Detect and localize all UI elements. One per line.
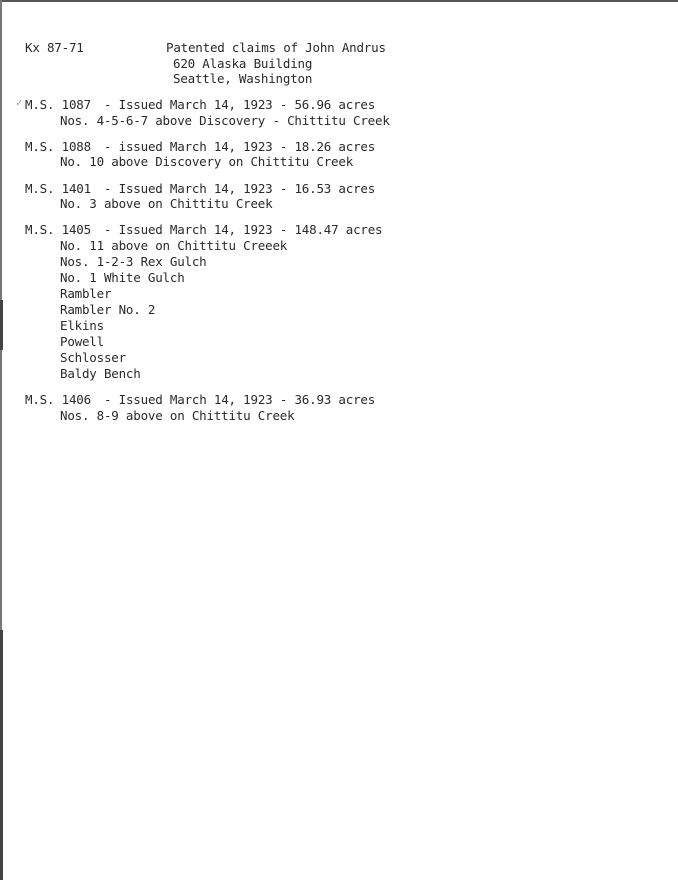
document-title: Patented claims of John Andrus	[166, 40, 386, 55]
claim-detail: Baldy Bench	[60, 366, 141, 381]
claim-detail: No. 3 above on Chittitu Creek	[60, 196, 273, 211]
claim-detail: Elkins	[60, 318, 104, 333]
issue-line: - Issued March 14, 1923 - 148.47 acres	[104, 222, 383, 237]
survey-number: M.S. 1088	[25, 139, 91, 154]
scan-edge-mark	[0, 300, 3, 350]
address-line-2: Seattle, Washington	[173, 71, 313, 86]
claim-detail: Rambler	[60, 286, 112, 301]
claim-detail: Nos. 4-5-6-7 above Discovery - Chittitu Creek	[60, 113, 390, 128]
file-reference: Kx 87-71	[25, 40, 84, 55]
claim-detail: No. 11 above on Chittitu Creeek	[60, 238, 288, 253]
claim-detail: Schlosser	[60, 350, 126, 365]
issue-line: - issued March 14, 1923 - 18.26 acres	[104, 139, 376, 154]
claim-detail: Nos. 1-2-3 Rex Gulch	[60, 254, 207, 269]
claim-detail: Nos. 8-9 above on Chittitu Creek	[60, 408, 295, 423]
check-mark: ✓	[16, 96, 23, 109]
address-line-1: 620 Alaska Building	[173, 56, 313, 71]
claim-detail: No. 1 White Gulch	[60, 270, 185, 285]
scan-edge-top	[0, 0, 678, 2]
issue-line: - Issued March 14, 1923 - 56.96 acres	[104, 97, 376, 112]
survey-number: M.S. 1405	[25, 222, 91, 237]
claim-detail: No. 10 above Discovery on Chittitu Creek	[60, 154, 354, 169]
claim-detail: Rambler No. 2	[60, 302, 156, 317]
issue-line: - Issued March 14, 1923 - 16.53 acres	[104, 181, 376, 196]
scan-edge-mark	[0, 630, 3, 880]
survey-number: M.S. 1401	[25, 181, 91, 196]
issue-line: - Issued March 14, 1923 - 36.93 acres	[104, 392, 376, 407]
survey-number: M.S. 1406	[25, 392, 91, 407]
survey-number: M.S. 1087	[25, 97, 91, 112]
claim-detail: Powell	[60, 334, 104, 349]
